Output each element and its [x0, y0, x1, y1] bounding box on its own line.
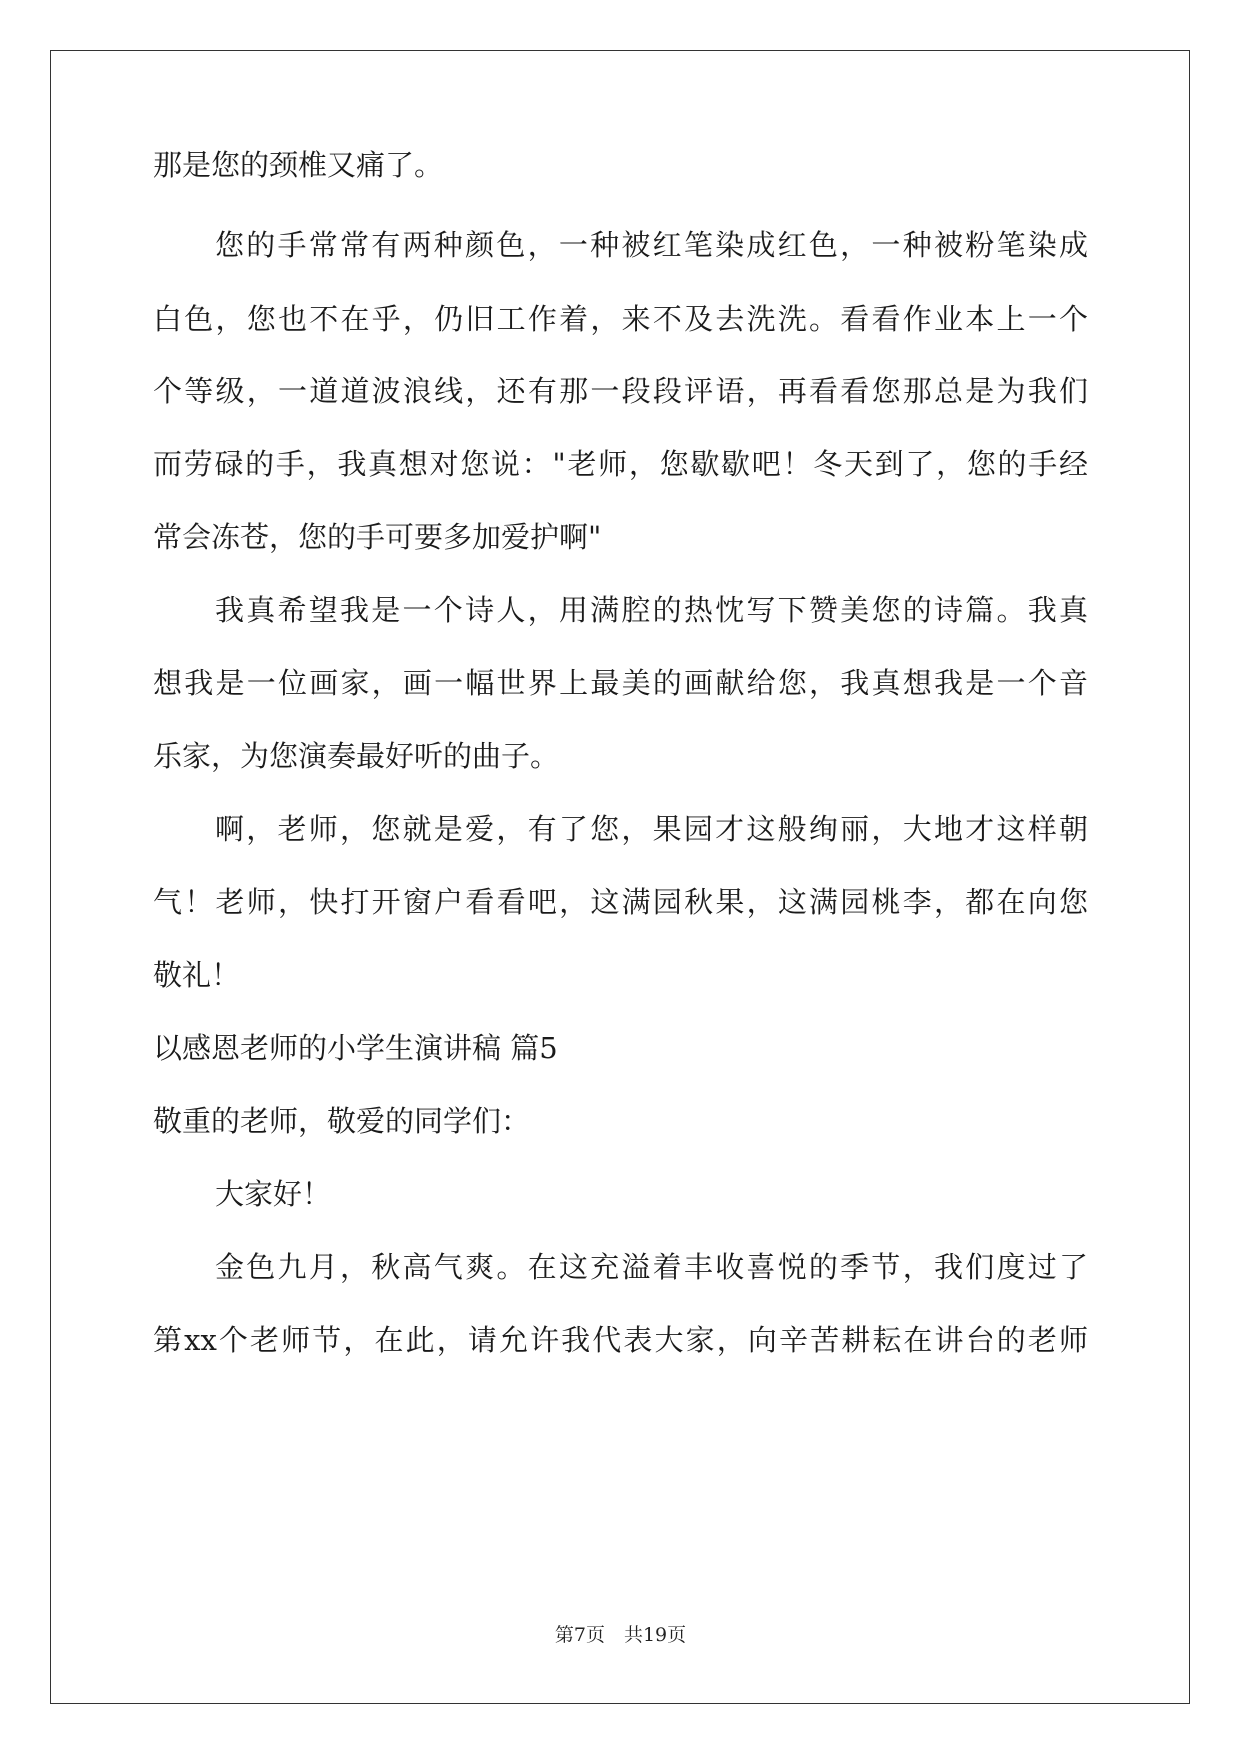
section-heading: 以感恩老师的小学生演讲稿 篇5 — [153, 1031, 558, 1065]
text-line: 第xx个老师节，在此，请允许我代表大家，向辛苦耕耘在讲台的老师 — [153, 1323, 1088, 1357]
paragraph-start-line: 啊，老师，您就是爱，有了您，果园才这般绚丽，大地才这样朝 — [215, 812, 1088, 846]
page-footer — [0, 1620, 1241, 1647]
text-line: 乐家，为您演奏最好听的曲子。 — [153, 739, 560, 773]
text-line: 个等级，一道道波浪线，还有那一段段评语，再看看您那总是为我们 — [153, 374, 1088, 408]
paragraph-start-line: 您的手常常有两种颜色，一种被红笔染成红色，一种被粉笔染成 — [215, 228, 1088, 262]
text-line: 敬礼！ — [153, 958, 241, 992]
text-line: 气！老师，快打开窗户看看吧，这满园秋果，这满园桃李，都在向您 — [153, 885, 1088, 919]
page-number: 第7页 共19页 — [554, 1624, 687, 1646]
text-line: 白色，您也不在乎，仍旧工作着，来不及去洗洗。看看作业本上一个 — [153, 302, 1088, 336]
greeting: 大家好！ — [215, 1177, 332, 1211]
paragraph-start-line: 金色九月，秋高气爽。在这充溢着丰收喜悦的季节，我们度过了 — [215, 1250, 1088, 1284]
text-line: 而劳碌的手，我真想对您说："老师，您歇歇吧！冬天到了，您的手经 — [153, 447, 1088, 481]
salutation: 敬重的老师，敬爱的同学们： — [153, 1104, 531, 1138]
text-line: 想我是一位画家，画一幅世界上最美的画献给您，我真想我是一个音 — [153, 666, 1088, 700]
paragraph-start-line: 我真希望我是一个诗人，用满腔的热忱写下赞美您的诗篇。我真 — [215, 593, 1088, 627]
text-line: 常会冻苍，您的手可要多加爱护啊" — [153, 520, 602, 554]
text-line: 那是您的颈椎又痛了。 — [153, 148, 444, 182]
